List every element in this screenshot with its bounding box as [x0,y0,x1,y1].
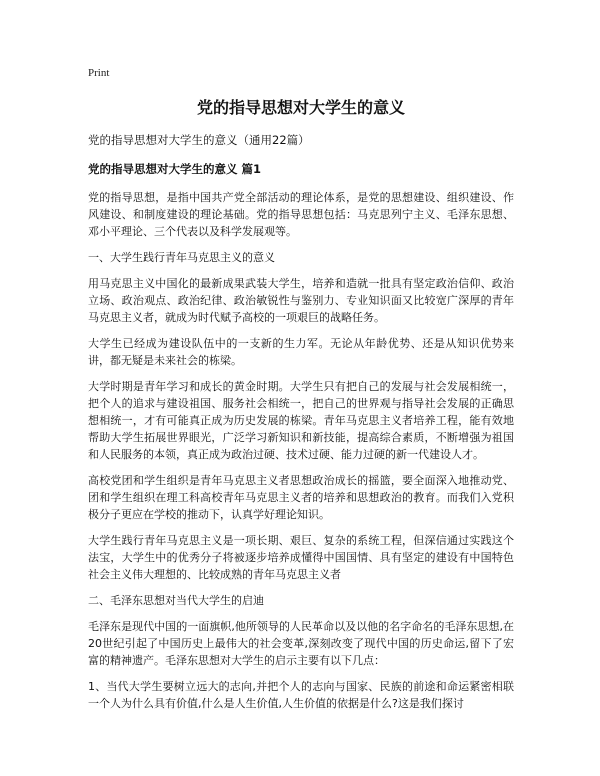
paragraph: 大学生已经成为建设队伍中的一支新的生力军。无论从年龄优势、还是从知识优势来讲，都无疑是未来社会的栋梁。 [88,337,514,367]
section-heading-2: 二、毛泽东思想对当代大学生的启迪 [88,594,264,607]
print-label[interactable]: Print [88,67,110,79]
document-subtitle: 党的指导思想对大学生的意义（通用22篇） [88,133,310,147]
paragraph: 用马克思主义中国化的最新成果武装大学生，培养和造就一批具有坚定政治信仰、政治立场、政治观点、政治纪律、政治敏锐性与鉴别力、专业知识面又比较宽广深厚的青年马克思主义者，就成为时代赋予高校的一项艰巨的战略任务。 [88,277,514,324]
document-title: 党的指导思想对大学生的意义 [196,98,405,117]
paragraph: 大学生践行青年马克思主义是一项长期、艰巨、复杂的系统工程，但深信通过实践这个法宝，大学生中的优秀分子将被逐步培养成懂得中国国情、具有坚定的建设有中国特色社会主义伟大理想的、比较成熟的青年马克思主义者 [88,534,514,581]
intro-paragraph: 党的指导思想，是指中国共产党全部活动的理论体系，是党的思想建设、组织建设、作风建设、和制度建设的理论基础。党的指导思想包括：马克思列宁主义、毛泽东思想、邓小平理论、三个代表以及科学发展观等。 [88,191,514,238]
document-page [88,66,514,721]
paragraph: 大学时期是青年学习和成长的黄金时期。大学生只有把自己的发展与社会发展相统一，把个人的追求与建设祖国、服务社会相统一，把自己的世界观与指导社会发展的正确思想相统一，才有可能真正成为历史发展的栋梁。青年马克思主义者培养工程，能有效地帮助大学生拓展世界眼光，广泛学习新知识和新技能，提高综合素质，不断增强为祖国和人民服务的本领，真正成为政治过硬、技术过硬、能力过硬的新一代建设人才。 [88,380,514,461]
paragraph: 1、当代大学生要树立远大的志向,并把个人的志向与国家、民族的前途和命运紧密相联一个人为什么具有价值,什么是人生价值,人生价值的依据是什么?这是我们探讨 [88,680,514,710]
paragraph: 毛泽东是现代中国的一面旗帜,他所领导的人民革命以及以他的名字命名的毛泽东思想,在20世纪引起了中国历史上最伟大的社会变革,深刻改变了现代中国的历史命运,留下了宏富的精神遗产。毛泽东思想对大学生的启示主要有以下几点： [88,620,514,667]
paragraph: 高校党团和学生组织是青年马克思主义者思想政治成长的摇篮，要全面深入地推动党、团和学生组织在理工科高校青年马克思主义者的培养和思想政治的教育。而我们入党积极分子更应在学校的推动下，认真学好理论知识。 [88,474,514,521]
section-title: 党的指导思想对大学生的意义 篇1 [88,162,262,176]
section-heading-1: 一、大学生践行青年马克思主义的意义 [88,251,275,264]
